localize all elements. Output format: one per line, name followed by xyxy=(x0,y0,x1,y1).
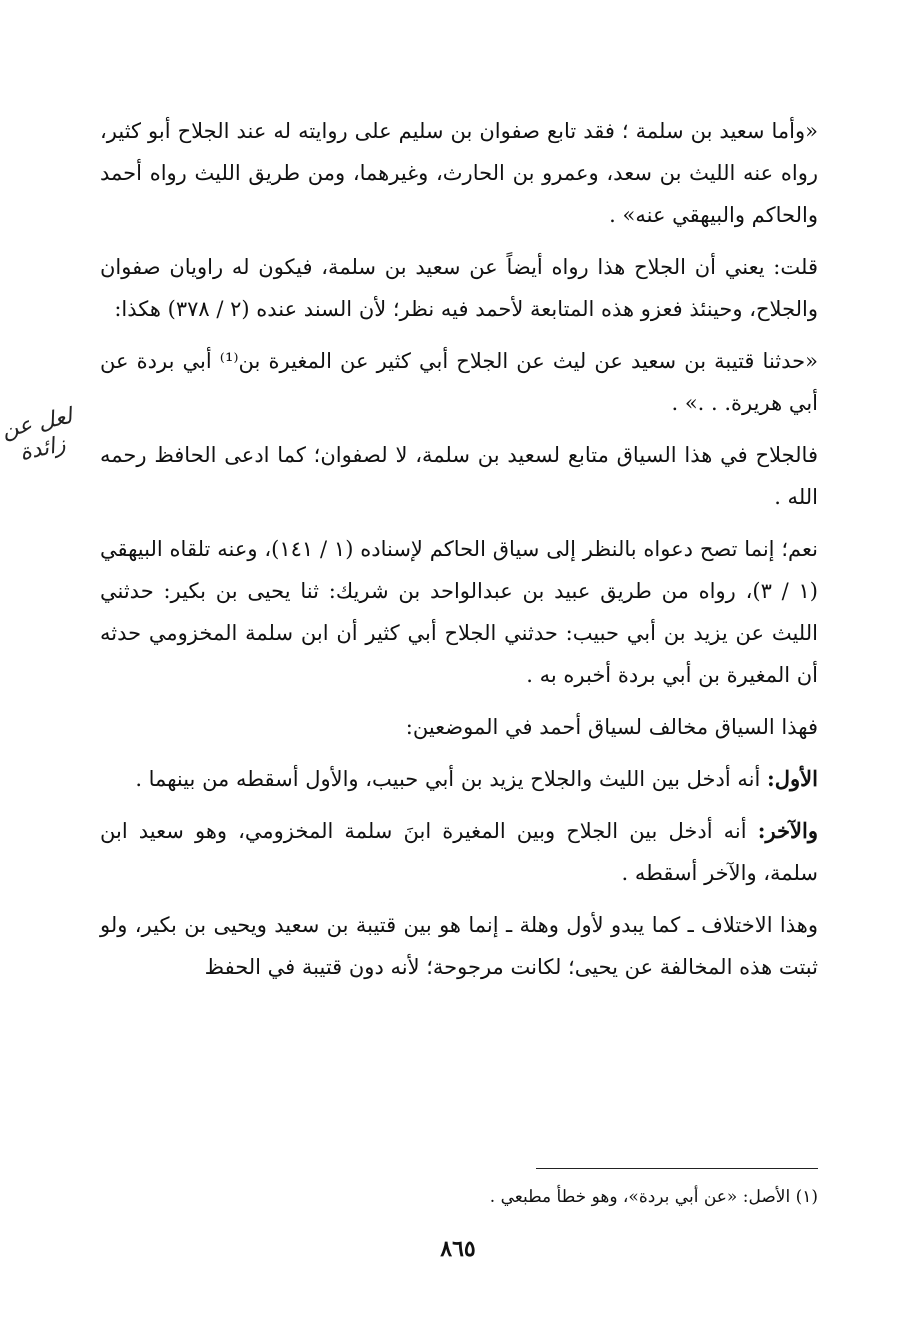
footnote: (١) الأصل: «عن أبي بردة»، وهو خطأ مطبعي . xyxy=(489,1187,818,1207)
main-text xyxy=(100,110,818,988)
lead-word-first: الأول: xyxy=(767,766,818,791)
footnote-divider xyxy=(536,1168,818,1169)
last-point-text: أنه أدخل بين الجلاح وبين المغيرة ابنَ سلمة المخزومي، وهو سعيد ابن سلمة، والآخر أسقطه . xyxy=(100,819,818,885)
paragraph-comment-2: فالجلاح في هذا السياق متابع لسعيد بن سلمة، لا لصفوان؛ كما ادعى الحافظ رحمه الله . xyxy=(100,443,818,509)
paragraph-comment-5: وهذا الاختلاف ـ كما يبدو لأول وهلة ـ إنما هو بين قتيبة بن سعيد ويحيى بن بكير، ولو ثبتت هذه المخالفة عن يحيى؛ لكانت مرجوحة؛ لأنه دون قتيبة في الحفظ xyxy=(100,913,818,979)
paragraph-last-point xyxy=(100,810,818,894)
first-point-text: أنه أدخل بين الليث والجلاح يزيد بن أبي حبيب، والأول أسقطه من بينهما . xyxy=(135,767,761,791)
paragraph-quote-2: «حدثنا قتيبة بن سعيد عن ليث عن الجلاح أبي كثير عن المغيرة بن⁽¹⁾ أبي بردة عن أبي هريرة. . .» . xyxy=(100,349,818,415)
paragraph-comment-3: نعم؛ إنما تصح دعواه بالنظر إلى سياق الحاكم لإسناده (١ / ١٤١)، وعنه تلقاه البيهقي (١ / ٣)، رواه من طريق عبيد بن عبدالواحد بن شريك: ثنا يحيى بن بكير: حدثني الليث عن يزيد بن أبي حبيب: حدثني الجلاح أبي كثير أن ابن سلمة المخزومي حدثه أن المغيرة بن أبي بردة أخبره به . xyxy=(100,537,818,687)
paragraph-comment-4: فهذا السياق مخالف لسياق أحمد في الموضعين: xyxy=(405,715,818,739)
handwritten-margin-note: لعل عن زائدة xyxy=(0,403,75,466)
paragraph-first-point xyxy=(100,758,818,800)
paragraph-comment-1: قلت: يعني أن الجلاح هذا رواه أيضاً عن سعيد بن سلمة، فيكون له راويان صفوان والجلاح، وحينئذ فعزو هذه المتابعة لأحمد فيه نظر؛ لأن السند عنده (٢ / ٣٧٨) هكذا: xyxy=(100,255,818,321)
paragraph-quote-1: «وأما سعيد بن سلمة ؛ فقد تابع صفوان بن سليم على روايته له عند الجلاح أبو كثير، رواه عنه الليث بن سعد، وعمرو بن الحارث، وغيرهما، ومن طريق الليث رواه أحمد والحاكم والبيهقي عنه» . xyxy=(100,119,819,227)
page-number: ٨٦٥ xyxy=(440,1236,476,1262)
lead-word-last: والآخر: xyxy=(757,818,818,843)
